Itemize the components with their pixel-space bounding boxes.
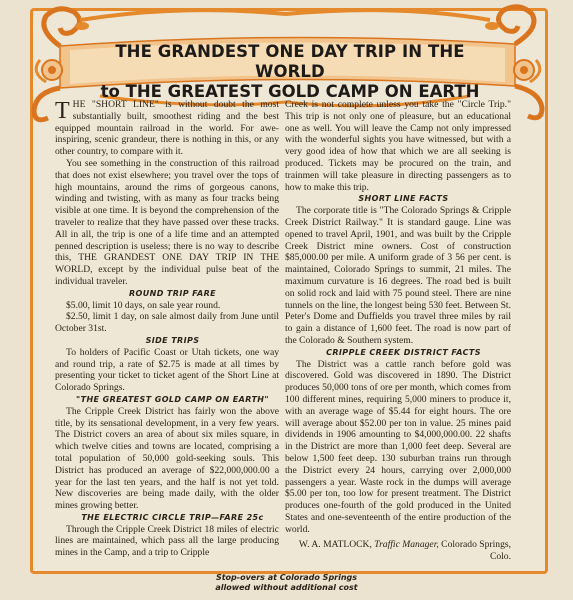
left-column xyxy=(55,99,279,559)
intro-paragraph xyxy=(55,99,279,158)
circle-trip-continued: Creek is not complete unless you take the "Circle Trip." This trip is not only one of pleasure, but an educational one as well. You will leave the Camp not only impressed with the wonderful sights you have witnessed, but with a very good idea of how that which we are all seeking is produced. Tickets may be procured on the train, and trainmen will take pleasure in directing passengers as to how to make this trip. xyxy=(285,99,511,193)
drop-cap: T xyxy=(55,98,70,124)
footer-line-1: Stop-overs at Colorado Springs xyxy=(215,573,358,582)
district-facts-heading: CRIPPLE CREEK DISTRICT FACTS xyxy=(326,347,481,357)
footer-line-2: allowed without additional cost xyxy=(215,583,358,592)
circle-trip-heading: THE ELECTRIC CIRCLE TRIP—FARE 25c xyxy=(81,512,264,522)
signature xyxy=(285,539,511,563)
gold-camp-paragraph: The Cripple Creek District has fairly won the above title, by its sensational development, in a very few years. The District covers an area of about six miles square, in which twelve cities and towns are located, comprising a total population of 50,000 gold-seeking souls. This District has produced an average of $22,000,000.00 a year for the last ten years, and the half is not yet told. New discoveries are being made daily, with the older mines growing better. xyxy=(55,405,279,512)
scenery-paragraph: You see something in the construction of this railroad that does not exist elsewhere; you travel over the tops of high mountains, around the rims of gorgeous canons, winding and twisting, with as many as four tracks being visible at one time. It is beyond the comprehension of the traveler to realize that they have passed over these tracks. All in all, the trip is one of a life time and an attempted penned description is useless; there is no way to describe this, THE GRANDEST ONE DAY TRIP IN THE WORLD, except by the individual pulse beat of the individual traveler. xyxy=(55,157,279,287)
fare-line-2: $2.50, limit 1 day, on sale almost daily from June until October 31st. xyxy=(55,311,279,335)
round-trip-heading: ROUND TRIP FARE xyxy=(128,288,217,298)
right-column xyxy=(285,99,511,563)
title-line-2: to THE GREATEST GOLD CAMP ON EARTH xyxy=(100,82,480,101)
title-line-1: THE GRANDEST ONE DAY TRIP IN THE WORLD xyxy=(115,42,465,81)
side-trips-paragraph: To holders of Pacific Coast or Utah tickets, one way and round trip, a rate of $2.75 is made at all times by presenting your ticket to ticket agent of the Short Line at Colorado Springs. xyxy=(55,346,279,394)
fare-line-1: $5.00, limit 10 days, on sale year round. xyxy=(66,299,221,311)
side-trips-heading: SIDE TRIPS xyxy=(145,335,200,345)
signature-name: W. A. MATLOCK, xyxy=(298,539,372,551)
short-line-facts-heading: SHORT LINE FACTS xyxy=(358,194,449,204)
circle-trip-paragraph: Through the Cripple Creek District 18 miles of electric lines are maintained, which pass all the large producing mines in the Camp, and a trip to Cripple xyxy=(55,523,279,559)
signature-title: Traffic Manager, xyxy=(374,539,439,551)
intro-text: HE "SHORT LINE" is without doubt the most substantially built, smoothest riding and the best equipped mountain railroad in the world. For awe-inspiring, scenic grandeur, there is nothing in this, or any other country, to compare with it. xyxy=(55,99,279,158)
footer-note xyxy=(0,573,573,593)
short-line-facts-paragraph: The corporate title is "The Colorado Springs & Cripple Creek District Railway." It is standard gauge. Line was opened to travel April, 1901, and was built by the Cripple Creek District mine owners. Cost of construction $85,000.00 per mile. A uniform grade of 3 56 per cent. is maintained, Colorado Springs to summit, 21 miles. The maximum curvature is 16 degrees. The road bed is built on solid rock and laid with 75 pound steel. There are nine tunnels on the line, the longest being 530 feet. Between St. Peter's Dome and Duffields you travel three miles by rail to gain a distance of 1,600 feet. The road is now part of the Colorado & Southern system. xyxy=(285,205,511,346)
signature-place: Colorado Springs, Colo. xyxy=(441,539,511,563)
district-facts-paragraph: The District was a cattle ranch before gold was discovered. Gold was discovered in 1890. The District produces 50,000 tons of ore per month, which comes from 100 different mines, requiring 5,000 miners to produce it, with an average wage of $5.44 for eight hours. The ore will average about $52.00 per ton in value. 25 mines paid dividends in 1906 amounting to $4,000,000.00. 22 shafts in the District are more than 1,000 feet deep. Several are below 1,500 feet deep. 130 suburban trains run through the District every 24 hours, carrying over 2,000,000 passengers a year. Waste rock in the dumps will average $5.00 per ton, too low for present treatment. The District produces one-fourth of the gold produced in the United States and one-seventeenth of the entire production of the world. xyxy=(285,358,511,535)
gold-camp-heading: "THE GREATEST GOLD CAMP ON EARTH" xyxy=(76,394,269,404)
page-title xyxy=(80,42,500,102)
